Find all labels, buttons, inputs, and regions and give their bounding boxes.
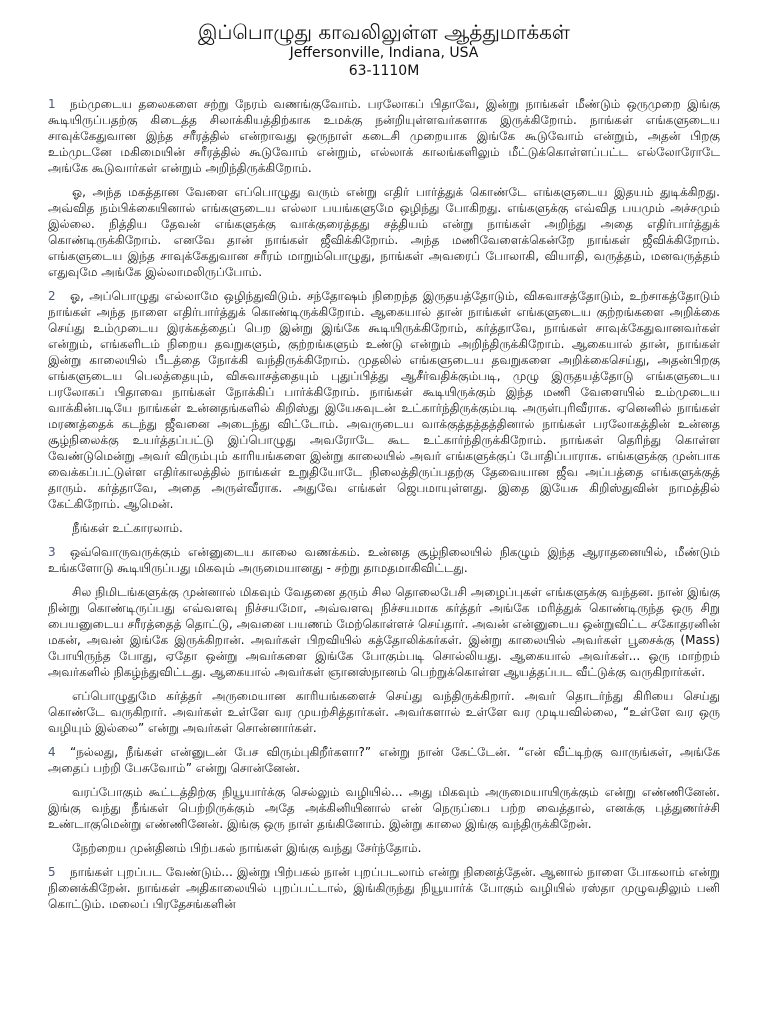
paragraph-3-continued-b [48, 688, 720, 736]
paragraph-text: நாங்கள் புறப்பட வேண்டும்... இன்று பிற்பகல் நான் புறப்படலாம் என்று நினைத்தேன். ஆனால் நாளை போகலாம் என்று நினைக்கிறேன். நாங்கள் அதிகாலையில் புறப்பட்டால், இங்கிருந்து நியூயார்க் போகும் வழியில் ரஸ்தா முழுவதிலும் பனி கொட்டும். மலைப் பிரதேசங்களின் [48, 865, 721, 911]
document-header [48, 20, 720, 80]
paragraph-text: எப்பொழுதுமே கர்த்தர் அருமையான காரியங்களைச் செய்து வந்திருக்கிறார். அவர் தொடர்ந்து கிரியை செய்து கொண்டே வருகிறார். அவர்கள் உள்ளே வர முயற்சித்தார்கள். அவர்களால் உள்ளே வர முடியவில்லை, “உள்ளே வர ஒரு வழியும் இல்லை” என்று அவர்கள் சொன்னார்கள். [48, 689, 720, 735]
paragraph-3-continued-a [48, 584, 720, 680]
paragraph-number: 1 [48, 97, 56, 111]
paragraph-number: 4 [48, 745, 56, 759]
paragraph-4-continued-b [48, 840, 720, 856]
paragraph-text: வரப்போகும் கூட்டத்திற்கு நியூயார்க்கு செல்லும் வழியில்... அது மிகவும் அருமையாயிருக்கும் என்று எண்ணினேன். இங்கு வந்து நீங்கள் பெற்றிருக்கும் அதே அக்கினியினால் என் நெருப்பை பற்ற வைத்தால், எனக்கு புத்துணர்ச்சி உண்டாகுமென்று எண்ணினேன். இங்கு ஒரு நாள் தங்கினோம். இன்று காலை இங்கு வந்திருக்கிறேன். [48, 785, 720, 831]
paragraph-text: நேற்றைய முன்தினம் பிற்பகல் நாங்கள் இங்கு வந்து சேர்ந்தோம். [72, 841, 422, 855]
paragraph-text: ஓ, அந்த மகத்தான வேளை எப்பொழுது வரும் என்று எதிர் பார்த்துக் கொண்டே எங்களுடைய இதயம் துடிக்கிறது. அவ்வித நம்பிக்கையினால் எங்களுடைய எல்லா பயங்களுமே ஒழிந்து போகிறது. எங்களுக்கு எவ்வித பயமும் அச்சமும் இல்லை. நித்திய தேவன் எங்களுக்கு வாக்குரைத்தது சத்தியம் என்று நாங்கள் அறிந்து அதை எதிர்பார்த்துக் கொண்டிருக்கிறோம். எனவே தான் நாங்கள் ஜீவிக்கிறோம். அந்த மணிவேளைக்கென்றே நாங்கள் ஜீவிக்கிறோம். எங்களுடைய இந்த சாவுக்கேதுவான சரீரம் மாறும்பொழுது, நாங்கள் அவரைப் போலாகி, வியாதி, வருத்தம், மனவருத்தம் எதுவுமே அங்கே இல்லாமலிருப்போம். [48, 185, 720, 279]
paragraph-text: சில நிமிடங்களுக்கு முன்னால் மிகவும் வேதனை தரும் சில தொலைபேசி அழைப்புகள் எங்களுக்கு வந்தன. நான் இங்கு நின்று கொண்டிருப்பது எவ்வளவு நிச்சயமோ, அவ்வளவு நிச்சயமாக கர்த்தர் அங்கே மரித்துக் கொண்டிருந்த ஒரு சிறு பையனுடைய சரீரத்தைத் தொட்டு, அவனை பயணம் மேற்கொள்ளச் செய்தார். அவன் என்னுடைய ஒன்றுவிட்ட சகோதரனின் மகன், அவன் இங்கே இருக்கிறான். அவர்கள் பிறவியில் கத்தோலிக்கர்கள். இன்று காலையில் அவர்கள் பூசைக்கு (Mass) போயிருந்த போது, ஏதோ ஒன்று அவர்களை இங்கே போகும்படி சொல்லியது. ஆகையால் அவர்கள்... ஒரு மாற்றம் அவர்களில் நிகழ்ந்துவிட்டது. ஆகையால் அவர்கள் ஞானஸ்நானம் பெற்றுக்கொள்ள ஆயத்தப்பட வீட்டுக்கு வருகிறார்கள். [48, 585, 721, 679]
document-location: Jeffersonville, Indiana, USA [289, 45, 479, 61]
paragraph-text: “நல்லது, நீங்கள் என்னுடன் பேச விரும்புகிறீர்களா?” என்று நான் கேட்டேன். “என் வீட்டிற்கு வாருங்கள், அங்கே அதைப் பற்றி பேசுவோம்” என்று சொன்னேன். [48, 745, 720, 775]
paragraph-5 [48, 864, 720, 912]
paragraph-number: 3 [48, 545, 56, 559]
document-code: 63-1110M [348, 63, 420, 79]
paragraph-4 [48, 744, 720, 776]
paragraph-number: 5 [48, 865, 56, 879]
paragraph-1-continued [48, 184, 720, 280]
paragraph-text: நீங்கள் உட்காரலாம். [72, 521, 183, 535]
paragraph-4-continued-a [48, 784, 720, 832]
document-body [48, 96, 720, 912]
paragraph-text: நம்முடைய தலைகளை சற்று நேரம் வணங்குவோம். பரலோகப் பிதாவே, இன்று நாங்கள் மீண்டும் ஒருமுறை இங்கு கூடியிருப்பதற்கு கிடைத்த சிலாக்கியத்திற்காக உமக்கு நன்றியுள்ளவர்களாக இருக்கிறோம். நாங்கள் எங்களுடைய சாவுக்கேதுவான இந்த சரீரத்தில் என்றாவது ஒருநாள் கடைசி முறையாக இங்கே கூடுவோம் என்றும், அதன் பிறகு உம்முடனே மகிமையின் சரீரத்தில் கூடுவோம் என்றும், எல்லாக் காலங்களிலும் மீட்டுக்கொள்ளப்பட்ட எல்லோரோடே அங்கே கூடுவார்கள் என்றும் அறிந்திருக்கிறோம். [48, 97, 720, 175]
paragraph-text: ஒவ்வொருவருக்கும் என்னுடைய காலை வணக்கம். உன்னத சூழ்நிலையில் நிகழும் இந்த ஆராதனையில், மீண்டும் உங்களோடு கூடியிருப்பது மிகவும் அருமையானது - சற்று தாமதமாகிவிட்டது. [48, 545, 720, 575]
paragraph-3 [48, 544, 720, 576]
paragraph-2 [48, 288, 720, 512]
paragraph-2-continued [48, 520, 720, 536]
document-title: இப்பொழுது காவலிலுள்ள ஆத்துமாக்கள் [198, 20, 570, 44]
paragraph-number: 2 [48, 289, 56, 303]
paragraph-1 [48, 96, 720, 176]
paragraph-text: ஓ, அப்பொழுது எல்லாமே ஒழிந்துவிடும். சந்தோஷம் நிறைந்த இருதயத்தோடும், விசுவாசத்தோடும், உற்சாகத்தோடும் நாங்கள் அந்த நாளை எதிர்பார்த்துக் கொண்டிருக்கிறோம். ஆகையால் தான் நாங்கள் எங்களுடைய குற்றங்களை அறிக்கை செய்து உம்முடைய இரக்கத்தைப் பெற இன்று இங்கே கூடியிருக்கிறோம், கர்த்தாவே, நாங்கள் சாவுக்கேதுவானவர்கள் என்றும், எங்களிடம் நிறைய தவறுகளும், குற்றங்களும் உண்டு என்றும் அறிந்திருக்கிறோம். ஆகையால் தான், நாங்கள் இன்று காலையில் பீடத்தை நோக்கி வந்திருக்கிறோம். முதலில் எங்களுடைய தவறுகளை அறிக்கைசெய்து, அதன்பிறகு எங்களுடைய பெலத்தையும், விசுவாசத்தையும் புதுப்பித்து ஆசீர்வதிக்கும்படி, முழு இருதயத்தோடு எங்களுடைய பரலோகப் பிதாவை நாங்கள் நோக்கிப் பார்க்கிறோம். நாங்கள் கூடியிருக்கும் இந்த மணி வேளையில் உம்முடைய வாக்கின்படியே நாங்கள் உன்னதங்களில் கிறிஸ்து இயேசுவுடன் உட்கார்ந்திருக்கும்படி அருள்புரிவீராக. ஏனெனில் நாங்கள் மரணத்தைக் கடந்து ஜீவனை அடைந்து விட்டோம். அவருடைய வாக்குத்தத்தத்தினால் நாங்கள் பரலோகத்தின் உன்னத சூழ்நிலைக்கு உயர்த்தப்பட்டு இப்பொழுது அவரோடே கூட உட்கார்ந்திருக்கிறோம். நாங்கள் தெரிந்து கொள்ள வேண்டுமென்று அவர் விரும்பும் காரியங்களை இன்று காலையில் அவர் எங்களுக்குப் போதிப்பாராக. எங்களுக்கு முன்பாக வைக்கப்பட்டுள்ள எதிர்காலத்தில் நாங்கள் உறுதியோடே நிலைத்திருப்பதற்கு தேவையான ஜீவ அப்பத்தை எங்களுக்குத் தாரும். கர்த்தாவே, அதை அருள்வீராக. அதுவே எங்கள் ஜெபமாயுள்ளது. இதை இயேசு கிறிஸ்துவின் நாமத்தில் கேட்கிறோம். ஆமென். [48, 289, 720, 511]
